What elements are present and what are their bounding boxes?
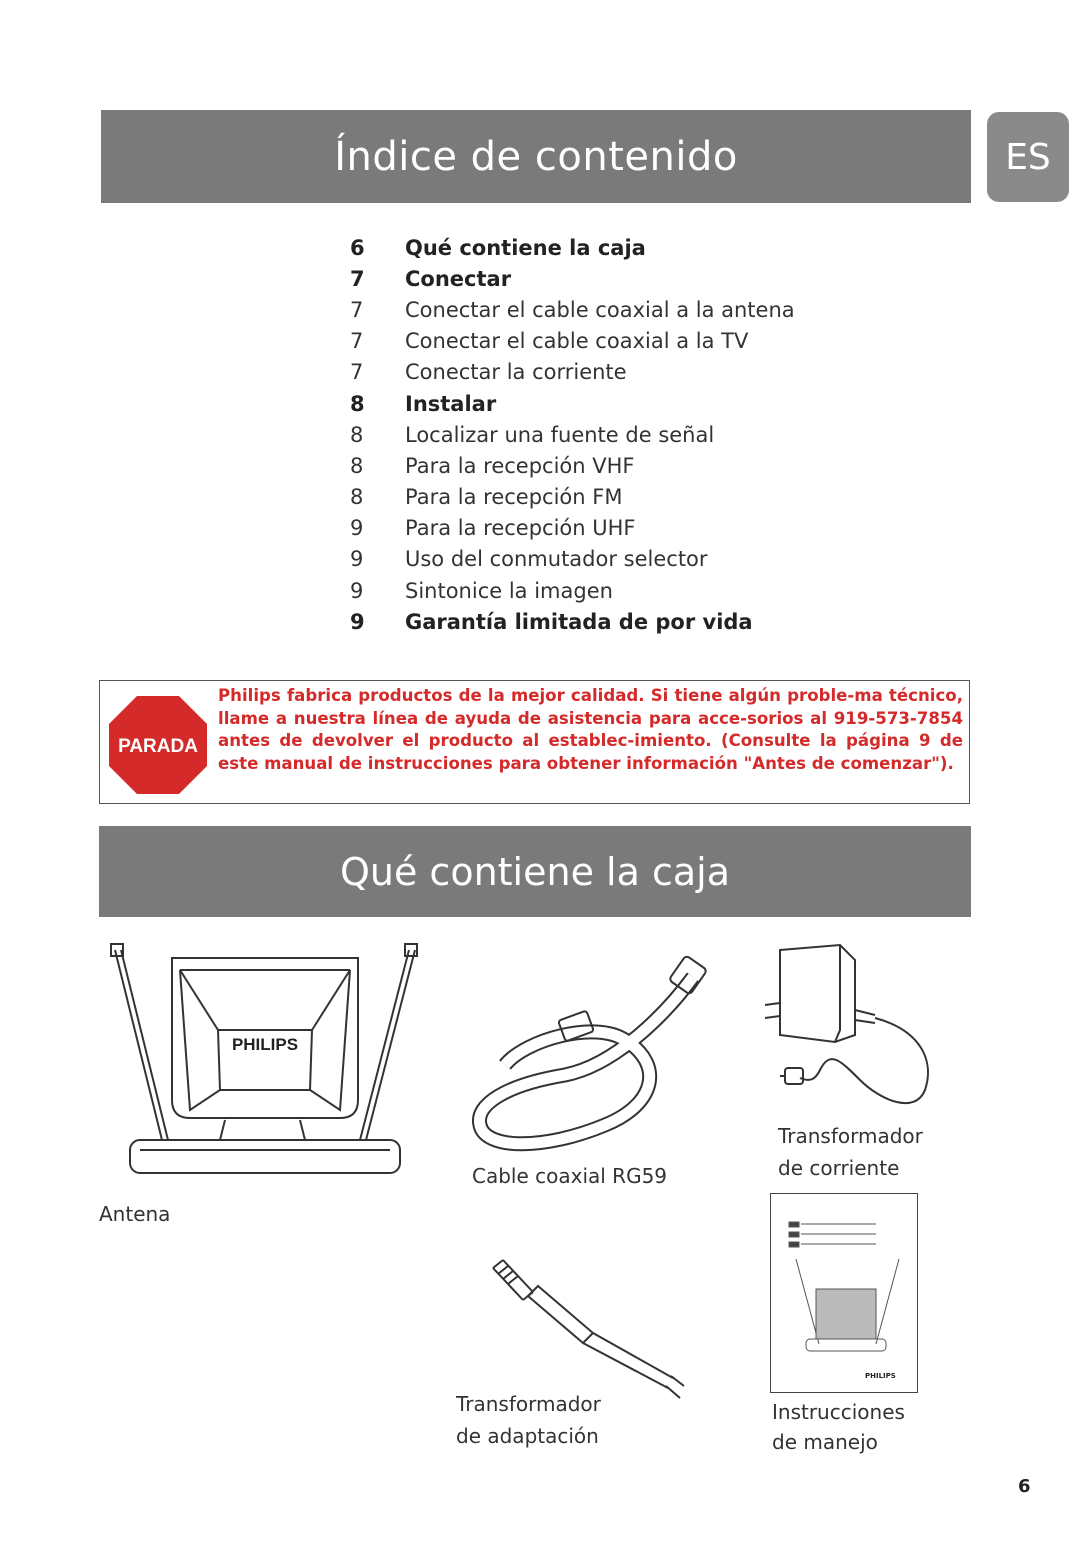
toc-label: Uso del conmutador selector [405, 547, 708, 572]
manual-illustration [770, 1193, 918, 1393]
manual-caption-line2: de manejo [772, 1430, 878, 1454]
toc-label: Para la recepción UHF [405, 516, 636, 541]
toc-page: 8 [350, 453, 364, 478]
cable-caption: Cable coaxial RG59 [472, 1164, 668, 1188]
section-header [99, 826, 971, 917]
toc-page: 8 [350, 391, 365, 416]
antenna-illustration [100, 940, 430, 1180]
toc-label: Garantía limitada de por vida [405, 609, 753, 634]
stop-sign-label: PARADA [118, 736, 198, 757]
toc-entry [348, 450, 908, 481]
toc-title: Índice de contenido [334, 133, 738, 180]
toc-entry [348, 388, 908, 419]
toc-entry [348, 482, 908, 513]
toc-page: 8 [350, 422, 364, 447]
toc-page: 9 [350, 547, 364, 572]
manual-brand: PHILIPS [865, 1372, 896, 1380]
toc-entry [348, 232, 908, 263]
matching-transformer-illustration [488, 1258, 688, 1408]
toc-page: 8 [350, 485, 364, 510]
toc-label: Qué contiene la caja [405, 235, 646, 260]
adapter-caption-line2: de adaptación [456, 1424, 599, 1448]
toc-label: Conectar el cable coaxial a la TV [405, 329, 749, 354]
coaxial-cable-illustration [465, 955, 715, 1155]
toc-entry [348, 419, 908, 450]
toc-entry [348, 544, 908, 575]
warning-box [99, 680, 970, 804]
language-tab: ES [987, 112, 1069, 202]
toc-page: 7 [350, 297, 364, 322]
toc-label: Conectar [405, 266, 512, 291]
toc-label: Conectar el cable coaxial a la antena [405, 297, 795, 322]
manual-cover-art [771, 1194, 919, 1394]
toc-label: Localizar una fuente de señal [405, 422, 715, 447]
adapter-caption-line1: Transformador [456, 1392, 601, 1416]
toc-list [348, 232, 908, 637]
toc-entry [348, 357, 908, 388]
toc-label: Para la recepción FM [405, 485, 623, 510]
antenna-caption: Antena [99, 1202, 171, 1226]
antenna-brand: PHILIPS [231, 1035, 299, 1054]
toc-page: 9 [350, 516, 364, 541]
toc-entry [348, 326, 908, 357]
toc-page: 7 [350, 360, 364, 385]
toc-page: 9 [350, 578, 364, 603]
power-caption-line1: Transformador [778, 1124, 923, 1148]
power-caption-line2: de corriente [778, 1156, 900, 1180]
power-transformer-illustration [760, 940, 940, 1130]
warning-text: Philips fabrica productos de la mejor calidad. Si tiene algún proble-ma técnico, llame a nuestra línea de ayuda de asistencia para acce-sorios al 919-573-7854 antes de devolver el producto al establec-imiento. (Consulte la página 9 de este manual de instrucciones para obtener información "Antes de comenzar"). [218, 686, 963, 773]
toc-page: 9 [350, 609, 365, 634]
toc-page: 6 [350, 235, 365, 260]
toc-entry [348, 606, 908, 637]
page-number: 6 [1018, 1476, 1031, 1497]
section-title: Qué contiene la caja [339, 849, 730, 894]
stop-sign-icon [108, 695, 208, 795]
toc-entry [348, 575, 908, 606]
toc-label: Para la recepción VHF [405, 453, 635, 478]
toc-entry [348, 294, 908, 325]
manual-caption-line1: Instrucciones [772, 1400, 905, 1424]
toc-page: 7 [350, 329, 364, 354]
toc-entry [348, 263, 908, 294]
toc-entry [348, 513, 908, 544]
toc-page: 7 [350, 266, 365, 291]
toc-label: Instalar [405, 391, 497, 416]
toc-header [101, 110, 971, 203]
toc-label: Sintonice la imagen [405, 578, 613, 603]
toc-label: Conectar la corriente [405, 360, 627, 385]
